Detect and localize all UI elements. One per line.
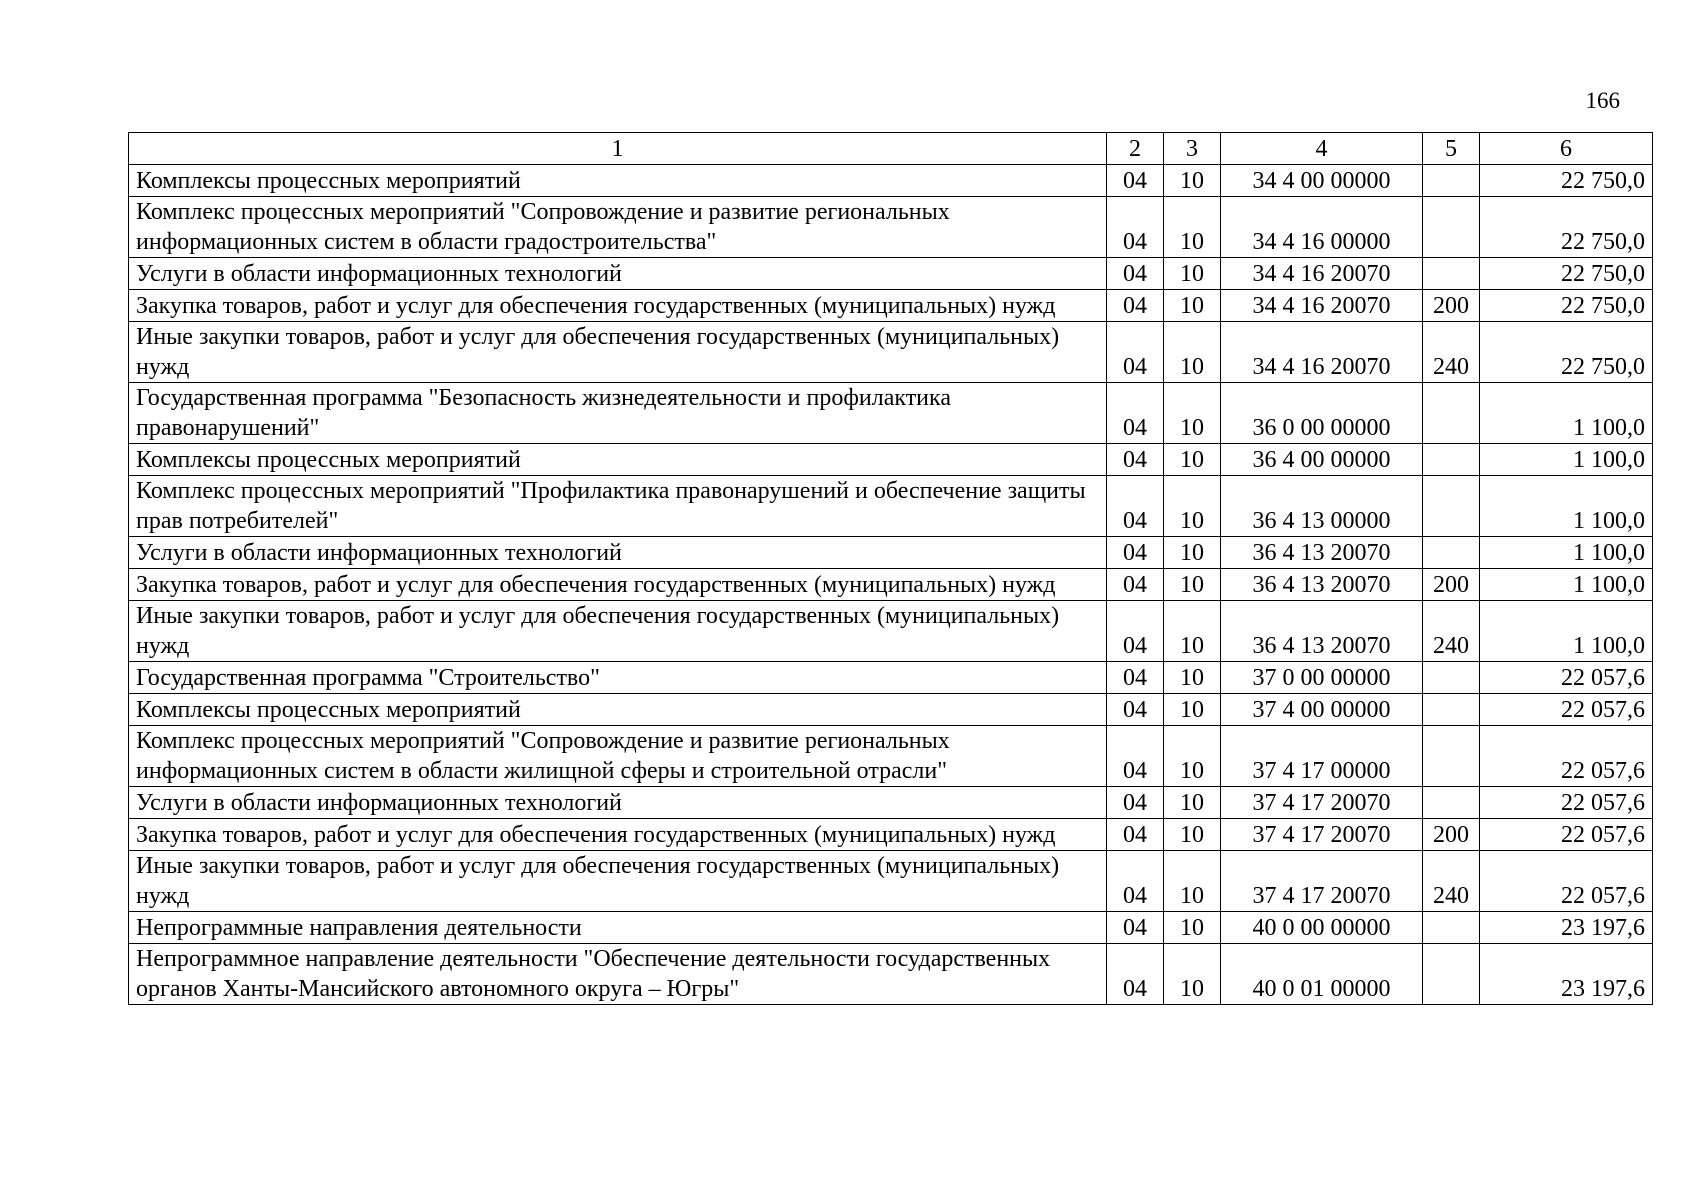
row-target-item-cell: 36 4 13 20070 [1221, 569, 1423, 601]
table-row [129, 197, 1653, 258]
row-target-item-cell: 34 4 16 20070 [1221, 290, 1423, 322]
table-row [129, 694, 1653, 726]
row-target-item-cell: 36 4 00 00000 [1221, 444, 1423, 476]
header-col-6: 6 [1480, 133, 1653, 165]
row-name-cell: Комплексы процессных мероприятий [129, 694, 1107, 726]
table-row [129, 537, 1653, 569]
row-amount-cell: 22 750,0 [1480, 197, 1653, 258]
header-col-4: 4 [1221, 133, 1423, 165]
row-target-item-cell: 34 4 16 00000 [1221, 197, 1423, 258]
row-expense-type-cell [1423, 662, 1480, 694]
row-expense-type-cell: 240 [1423, 601, 1480, 662]
header-col-1: 1 [129, 133, 1107, 165]
row-section-cell: 04 [1107, 290, 1164, 322]
table-row [129, 851, 1653, 912]
row-section-cell: 04 [1107, 537, 1164, 569]
table-row [129, 383, 1653, 444]
row-expense-type-cell: 200 [1423, 569, 1480, 601]
row-subsection-cell: 10 [1164, 322, 1221, 383]
row-name-cell: Непрограммные направления деятельности [129, 912, 1107, 944]
row-subsection-cell: 10 [1164, 537, 1221, 569]
row-subsection-cell: 10 [1164, 444, 1221, 476]
row-subsection-cell: 10 [1164, 851, 1221, 912]
row-amount-cell: 22 750,0 [1480, 165, 1653, 197]
row-amount-cell: 1 100,0 [1480, 601, 1653, 662]
row-subsection-cell: 10 [1164, 662, 1221, 694]
row-section-cell: 04 [1107, 819, 1164, 851]
budget-table [128, 132, 1653, 1005]
row-section-cell: 04 [1107, 258, 1164, 290]
page-number: 166 [1585, 88, 1620, 113]
header-col-2: 2 [1107, 133, 1164, 165]
row-amount-cell: 1 100,0 [1480, 383, 1653, 444]
table-row [129, 819, 1653, 851]
row-section-cell: 04 [1107, 569, 1164, 601]
row-target-item-cell: 40 0 00 00000 [1221, 912, 1423, 944]
row-expense-type-cell [1423, 444, 1480, 476]
row-subsection-cell: 10 [1164, 197, 1221, 258]
row-name-cell: Непрограммное направление деятельности "Обеспечение деятельности государственных органов Ханты-Мансийского автономного округа – Югры" [129, 944, 1107, 1005]
row-expense-type-cell [1423, 944, 1480, 1005]
row-name-cell: Комплекс процессных мероприятий "Профилактика правонарушений и обеспечение защиты прав потребителей" [129, 476, 1107, 537]
row-amount-cell: 1 100,0 [1480, 444, 1653, 476]
row-name-cell: Комплексы процессных мероприятий [129, 444, 1107, 476]
row-target-item-cell: 34 4 16 20070 [1221, 322, 1423, 383]
row-expense-type-cell: 200 [1423, 819, 1480, 851]
header-col-3: 3 [1164, 133, 1221, 165]
table-row [129, 569, 1653, 601]
row-expense-type-cell [1423, 476, 1480, 537]
row-target-item-cell: 36 4 13 00000 [1221, 476, 1423, 537]
row-name-cell: Услуги в области информационных технологий [129, 537, 1107, 569]
row-section-cell: 04 [1107, 694, 1164, 726]
row-target-item-cell: 40 0 01 00000 [1221, 944, 1423, 1005]
row-name-cell: Государственная программа "Строительство" [129, 662, 1107, 694]
row-name-cell: Государственная программа "Безопасность жизнедеятельности и профилактика правонарушений" [129, 383, 1107, 444]
row-section-cell: 04 [1107, 383, 1164, 444]
row-section-cell: 04 [1107, 476, 1164, 537]
row-subsection-cell: 10 [1164, 601, 1221, 662]
row-target-item-cell: 37 4 17 20070 [1221, 819, 1423, 851]
row-name-cell: Иные закупки товаров, работ и услуг для обеспечения государственных (муниципальных) нужд [129, 601, 1107, 662]
row-target-item-cell: 37 4 17 00000 [1221, 726, 1423, 787]
row-amount-cell: 22 057,6 [1480, 694, 1653, 726]
row-amount-cell: 1 100,0 [1480, 537, 1653, 569]
row-target-item-cell: 36 4 13 20070 [1221, 601, 1423, 662]
table-header-row [129, 133, 1653, 165]
row-subsection-cell: 10 [1164, 726, 1221, 787]
row-expense-type-cell [1423, 165, 1480, 197]
row-expense-type-cell [1423, 912, 1480, 944]
table-row [129, 290, 1653, 322]
table-row [129, 944, 1653, 1005]
row-target-item-cell: 37 4 17 20070 [1221, 787, 1423, 819]
row-section-cell: 04 [1107, 601, 1164, 662]
row-amount-cell: 22 750,0 [1480, 258, 1653, 290]
row-expense-type-cell [1423, 726, 1480, 787]
row-subsection-cell: 10 [1164, 383, 1221, 444]
row-amount-cell: 22 057,6 [1480, 819, 1653, 851]
row-amount-cell: 22 057,6 [1480, 662, 1653, 694]
row-subsection-cell: 10 [1164, 569, 1221, 601]
row-section-cell: 04 [1107, 662, 1164, 694]
row-amount-cell: 23 197,6 [1480, 944, 1653, 1005]
header-col-5: 5 [1423, 133, 1480, 165]
row-section-cell: 04 [1107, 322, 1164, 383]
row-section-cell: 04 [1107, 444, 1164, 476]
row-section-cell: 04 [1107, 944, 1164, 1005]
row-expense-type-cell [1423, 197, 1480, 258]
row-amount-cell: 22 057,6 [1480, 787, 1653, 819]
row-name-cell: Закупка товаров, работ и услуг для обеспечения государственных (муниципальных) нужд [129, 569, 1107, 601]
row-expense-type-cell [1423, 694, 1480, 726]
table-row [129, 476, 1653, 537]
row-target-item-cell: 34 4 00 00000 [1221, 165, 1423, 197]
row-section-cell: 04 [1107, 165, 1164, 197]
row-amount-cell: 1 100,0 [1480, 476, 1653, 537]
row-expense-type-cell: 240 [1423, 322, 1480, 383]
row-name-cell: Иные закупки товаров, работ и услуг для обеспечения государственных (муниципальных) нужд [129, 851, 1107, 912]
row-expense-type-cell [1423, 383, 1480, 444]
row-name-cell: Иные закупки товаров, работ и услуг для обеспечения государственных (муниципальных) нужд [129, 322, 1107, 383]
row-name-cell: Комплекс процессных мероприятий "Сопровождение и развитие региональных информационных систем в области жилищной сферы и строительной отрасли" [129, 726, 1107, 787]
row-section-cell: 04 [1107, 787, 1164, 819]
row-subsection-cell: 10 [1164, 819, 1221, 851]
row-name-cell: Закупка товаров, работ и услуг для обеспечения государственных (муниципальных) нужд [129, 819, 1107, 851]
table-row [129, 322, 1653, 383]
row-amount-cell: 23 197,6 [1480, 912, 1653, 944]
row-section-cell: 04 [1107, 912, 1164, 944]
row-amount-cell: 22 057,6 [1480, 851, 1653, 912]
row-section-cell: 04 [1107, 726, 1164, 787]
row-subsection-cell: 10 [1164, 165, 1221, 197]
row-target-item-cell: 36 0 00 00000 [1221, 383, 1423, 444]
row-section-cell: 04 [1107, 197, 1164, 258]
table-row [129, 444, 1653, 476]
row-subsection-cell: 10 [1164, 944, 1221, 1005]
table-row [129, 165, 1653, 197]
row-subsection-cell: 10 [1164, 258, 1221, 290]
row-amount-cell: 22 057,6 [1480, 726, 1653, 787]
table-row [129, 662, 1653, 694]
row-expense-type-cell: 240 [1423, 851, 1480, 912]
row-expense-type-cell: 200 [1423, 290, 1480, 322]
row-target-item-cell: 34 4 16 20070 [1221, 258, 1423, 290]
row-target-item-cell: 37 4 00 00000 [1221, 694, 1423, 726]
row-target-item-cell: 37 4 17 20070 [1221, 851, 1423, 912]
table-row [129, 726, 1653, 787]
row-target-item-cell: 37 0 00 00000 [1221, 662, 1423, 694]
row-amount-cell: 1 100,0 [1480, 569, 1653, 601]
table-row [129, 601, 1653, 662]
row-name-cell: Услуги в области информационных технологий [129, 787, 1107, 819]
row-subsection-cell: 10 [1164, 694, 1221, 726]
row-name-cell: Комплексы процессных мероприятий [129, 165, 1107, 197]
row-name-cell: Закупка товаров, работ и услуг для обеспечения государственных (муниципальных) нужд [129, 290, 1107, 322]
row-expense-type-cell [1423, 787, 1480, 819]
table-row [129, 912, 1653, 944]
row-expense-type-cell [1423, 258, 1480, 290]
table-body [129, 165, 1653, 1005]
row-section-cell: 04 [1107, 851, 1164, 912]
row-expense-type-cell [1423, 537, 1480, 569]
row-target-item-cell: 36 4 13 20070 [1221, 537, 1423, 569]
row-subsection-cell: 10 [1164, 912, 1221, 944]
table-row [129, 787, 1653, 819]
row-amount-cell: 22 750,0 [1480, 322, 1653, 383]
row-name-cell: Комплекс процессных мероприятий "Сопровождение и развитие региональных информационных систем в области градостроительства" [129, 197, 1107, 258]
row-subsection-cell: 10 [1164, 787, 1221, 819]
row-subsection-cell: 10 [1164, 476, 1221, 537]
row-subsection-cell: 10 [1164, 290, 1221, 322]
row-name-cell: Услуги в области информационных технологий [129, 258, 1107, 290]
row-amount-cell: 22 750,0 [1480, 290, 1653, 322]
table-row [129, 258, 1653, 290]
